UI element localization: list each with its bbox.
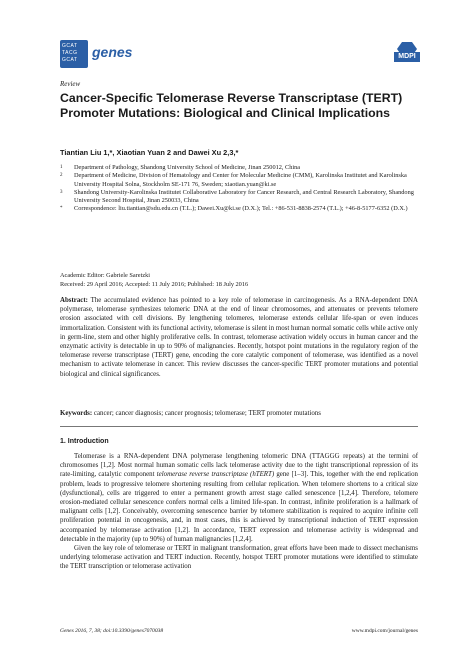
keywords-text: cancer; cancer diagnosis; cancer prognosis; telomerase; TERT promoter mutations bbox=[93, 410, 321, 417]
publication-dates: Received: 29 April 2016; Accepted: 11 July 2016; Published: 18 July 2016 bbox=[60, 280, 249, 288]
academic-editor: Academic Editor: Gabriele Saretzki bbox=[60, 272, 151, 279]
affiliations bbox=[60, 164, 420, 214]
logo-line: GCAT bbox=[62, 43, 78, 49]
logo-line: TACG bbox=[62, 50, 78, 56]
author-list[interactable]: Tiantian Liu 1,*, Xiaotian Yuan 2 and Dawei Xu 2,3,* bbox=[60, 148, 239, 157]
body-text bbox=[60, 452, 418, 572]
keywords bbox=[60, 409, 418, 418]
affiliation-item: 2 Department of Medicine, Division of Hematology and Center for Molecular Medicine (CMM), Karolinska Institutet and Karolinska University Hospital Solna, Stockholm SE-171 76, Sweden; xiaotian.yuan@ki.se bbox=[60, 172, 407, 188]
publisher-logo[interactable] bbox=[394, 42, 420, 66]
journal-logo[interactable] bbox=[60, 40, 88, 68]
divider bbox=[60, 426, 418, 427]
journal-url[interactable]: www.mdpi.com/journal/genes bbox=[351, 628, 418, 634]
abstract-label: Abstract: bbox=[60, 297, 88, 304]
abstract bbox=[60, 296, 418, 379]
affiliation-item: 1 Department of Pathology, Shandong University School of Medicine, Jinan 250012, China bbox=[60, 164, 301, 171]
paragraph: Telomerase is a RNA-dependent DNA polymerase lengthening telomeric DNA (TTAGGG repeats) at the termini of chromosomes [1,2]. Most normal human somatic cells lack telomerase activity due to the tight transcriptional repression of its rate-limiting, catalytic component telomerase reverse transcriptase (hTERT) gene [1–3]. This, together with the end replication problem, leads to progressive telomere shortening resulting from cellular replication. When telomere shortens to a critical size (dysfunctional), cells are triggered to enter a permanent growth arrest stage called senescence [1,2,4]. Therefore, telomere erosion-mediated cellular senescence confers normal cells a limited life-span. In contrast, infinite proliferation is a hallmark of malignant cells [1,2]. Conceivably, overcoming senescence barrier by telomere stabilization is required to acquire infinite cell proliferation potential in oncogenesis, and, in most cases, this is achieved by transcriptional induction of TERT expression accompanied by telomerase activation [1,2]. In accordance, TERT expression and telomerase activity is widespread and detectable in the majority (up to 90%) of human malignancies [1,2,4]. bbox=[60, 453, 418, 543]
affiliation-item: 3 Shandong University-Karolinska Institutet Collaborative Laboratory for Cancer Research, and Central Research Laboratory, Shandong University Second Hospital, Jinan 250033, China bbox=[60, 188, 414, 205]
keywords-label: Keywords: bbox=[60, 410, 93, 417]
publisher-label: MDPI bbox=[394, 52, 420, 62]
journal-name[interactable]: genes bbox=[92, 44, 133, 60]
logo-line: GCAT bbox=[62, 57, 78, 63]
section-heading: 1. Introduction bbox=[60, 438, 109, 445]
journal-header bbox=[60, 40, 420, 70]
article-type: Review bbox=[60, 80, 81, 88]
paragraph: Given the key role of telomerase or TERT in malignant transformation, great efforts have been made to dissect mechanisms underlying telomerase activation and TERT induction. Recently, hotspot TERT promoter mutations were identified to stimulate the TERT transcription or telomerase activation bbox=[60, 545, 418, 571]
editor-and-dates bbox=[60, 272, 248, 289]
citation-footer: Genes 2016, 7, 38; doi:10.3390/genes7070038 bbox=[60, 628, 164, 634]
correspondence[interactable]: * Correspondence: liu.tiantian@sdu.edu.cn (T.L.); Dawei.Xu@ki.se (D.X.); Tel.: +86-531-8838-2574 (T.L.); +46-8-5177-6352 (D.X.) bbox=[60, 205, 408, 213]
abstract-text: The accumulated evidence has pointed to a key role of telomerase in carcinogenesis. As a RNA-dependent DNA polymerase, telomerase synthesizes telomeric DNA at the end of linear chromosomes, and attenuates or prevents telomere erosion associated with cell divisions. By lengthening telomeres, telomerase extends cellular life-span or even induces immortalization. Consistent with its functional activity, telomerase is silent in most human normal somatic cells while active only in germ-line, stem and other highly proliferative cells. In contrast, telomerase activation widely occurs in human cancer and the enzymatic activity is detectable in up to 90% of malignancies. Recently, hotspot point mutations in the regulatory region of the telomerase reverse transcriptase (TERT) gene, encoding the core catalytic component of telomerase, was identified as a novel mechanism to activate telomerase in cancer. This review discusses the cancer-specific TERT promoter mutations and potential biological and clinical significances. bbox=[60, 297, 418, 378]
article-title: Cancer-Specific Telomerase Reverse Transcriptase (TERT) Promoter Mutations: Biological and Clinical Implications bbox=[60, 91, 403, 120]
